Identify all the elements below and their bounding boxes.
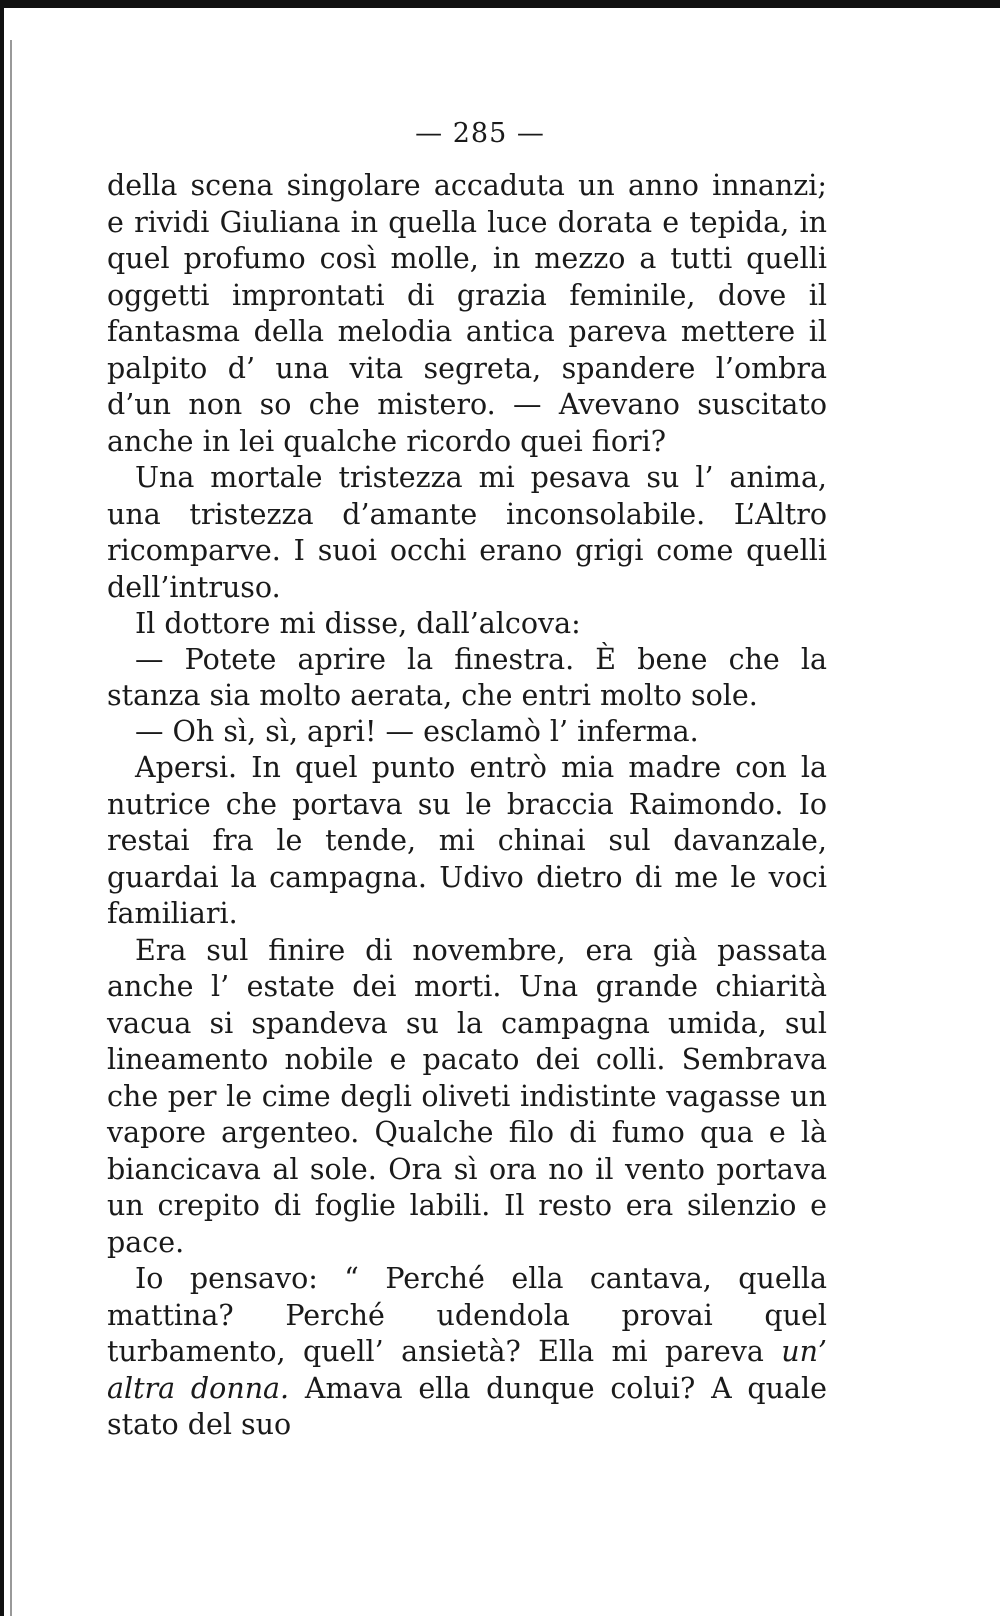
paragraph-7: Era sul finire di novembre, era già passata anche l’ estate dei morti. Una grande chiarità vacua si spandeva su la campagna umida, sul lineamento nobile e pacato dei colli. Sembrava che per le cime degli oliveti indistinte vagasse un vapore argenteo. Qualche filo di fumo qua e là biancicava al sole. Ora sì ora no il vento portava un crepito di foglie labili. Il resto era silenzio e pace. <box>107 933 827 1259</box>
page-top-edge <box>0 0 1000 8</box>
paragraph-8-end: Amava ella dunque colui? A quale stato del suo <box>107 1371 827 1441</box>
page-binding-shadow <box>10 40 12 1616</box>
paragraph-6: Apersi. In quel punto entrò mia madre con la nutrice che portava su le braccia Raimondo. Io restai fra le tende, mi chinai sul davanzale, guardai la campagna. Udivo dietro di me le voci familiari. <box>107 751 827 930</box>
paragraph-5: — Oh sì, sì, apri! — esclamò l’ inferma. <box>135 714 699 748</box>
paragraph-8 <box>107 1261 827 1444</box>
paragraph-3: Il dottore mi disse, dall’alcova: <box>135 607 581 640</box>
paragraph-1: della scena singolare accaduta un anno innanzi; e rividi Giuliana in quella luce dorata e tepida, in quel profumo così molle, in mezzo a tutti quelli oggetti improntati di grazia feminile, dove il fantasma della melodia antica pareva mettere il palpito d’ una vita segreta, spandere l’ombra d’un non so che mistero. — Avevano suscitato anche in lei qualche ricordo quei fiori? <box>107 169 827 458</box>
paragraph-8-italic: un’ altra donna. <box>107 1335 827 1405</box>
body-text <box>107 168 827 1444</box>
page-left-edge <box>0 0 4 1616</box>
paragraph-2: Una mortale tristezza mi pesava su l’ anima, una tristezza d’amante inconsolabile. L’Altro ricomparve. I suoi occhi erano grigi come quelli dell’intruso. <box>107 461 827 604</box>
paragraph-4: — Potete aprire la finestra. È bene che la stanza sia molto aerata, che entri molto sole. <box>107 642 827 712</box>
page-number: — 285 — <box>415 118 545 149</box>
paragraph-8-start: Io pensavo: “ Perché ella cantava, quella mattina? Perché udendola provai quel turbamento, quell’ ansietà? Ella mi pareva <box>107 1262 827 1368</box>
